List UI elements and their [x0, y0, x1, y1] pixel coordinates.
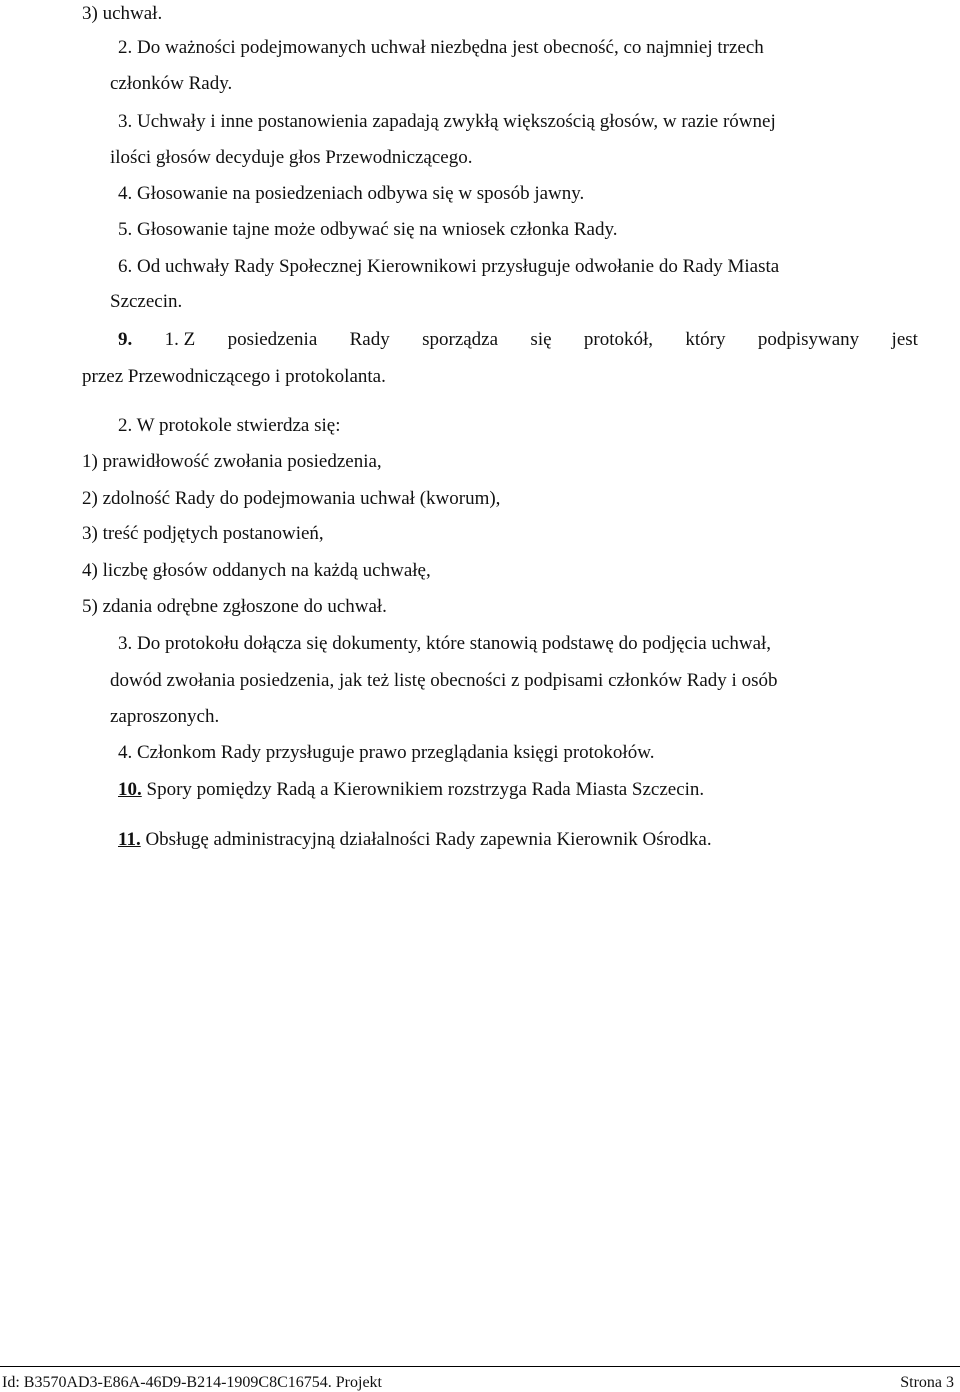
- text-line: 4) liczbę głosów oddanych na każdą uchwałę,: [82, 560, 431, 581]
- text-line: 3) uchwał.: [82, 3, 163, 24]
- text-line: 3. Uchwały i inne postanowienia zapadają zwykłą większością głosów, w razie równej: [118, 111, 776, 132]
- section-text: Spory pomiędzy Radą a Kierownikiem rozstrzyga Rada Miasta Szczecin.: [146, 779, 705, 800]
- text-line: 1) prawidłowość zwołania posiedzenia,: [82, 451, 382, 472]
- text-line: 4. Członkom Rady przysługuje prawo przeglądania księgi protokołów.: [118, 742, 655, 763]
- text-line: ilości głosów decyduje głos Przewodniczącego.: [110, 147, 473, 168]
- section-9-heading-line: [118, 330, 918, 349]
- text-line: 5) zdania odrębne zgłoszone do uchwał.: [82, 596, 387, 617]
- text-line: dowód zwołania posiedzenia, jak też listę obecności z podpisami członków Rady i osób: [110, 670, 778, 691]
- text-line: 5. Głosowanie tajne może odbywać się na wniosek członka Rady.: [118, 219, 618, 240]
- word: jest: [891, 329, 918, 350]
- section-11: [118, 830, 712, 849]
- text-line: przez Przewodniczącego i protokolanta.: [82, 366, 386, 387]
- word: Rady: [349, 329, 390, 350]
- word: podpisywany: [757, 329, 860, 350]
- text-line: 2. Do ważności podejmowanych uchwał niezbędna jest obecność, co najmniej trzech: [118, 37, 764, 58]
- word: 1. Z: [164, 329, 196, 350]
- section-number: 9.: [118, 329, 133, 350]
- page-footer: [0, 1366, 960, 1392]
- word: który: [685, 329, 726, 350]
- section-text: Obsługę administracyjną działalności Rady zapewnia Kierownik Ośrodka.: [145, 829, 712, 850]
- text-line: 6. Od uchwały Rady Społecznej Kierownikowi przysługuje odwołanie do Rady Miasta: [118, 256, 780, 277]
- section-10: [118, 780, 704, 799]
- text-line: członków Rady.: [110, 73, 233, 94]
- section-number: 10.: [118, 779, 142, 800]
- page-number: Strona 3: [900, 1374, 954, 1391]
- document-id: Id: B3570AD3-E86A-46D9-B214-1909C8C16754. Projekt: [2, 1374, 382, 1391]
- text-line: 2. W protokole stwierdza się:: [118, 415, 341, 436]
- text-line: 4. Głosowanie na posiedzeniach odbywa się w sposób jawny.: [118, 183, 585, 204]
- word: sporządza: [422, 329, 499, 350]
- word: protokół,: [583, 329, 654, 350]
- text-line: 3) treść podjętych postanowień,: [82, 523, 324, 544]
- word: się: [530, 329, 552, 350]
- word: posiedzenia: [227, 329, 318, 350]
- text-line: Szczecin.: [110, 291, 183, 312]
- text-line: 3. Do protokołu dołącza się dokumenty, które stanowią podstawę do podjęcia uchwał,: [118, 633, 772, 654]
- text-line: 2) zdolność Rady do podejmowania uchwał (kworum),: [82, 488, 501, 509]
- section-number: 11.: [118, 829, 141, 850]
- text-line: zaproszonych.: [110, 706, 220, 727]
